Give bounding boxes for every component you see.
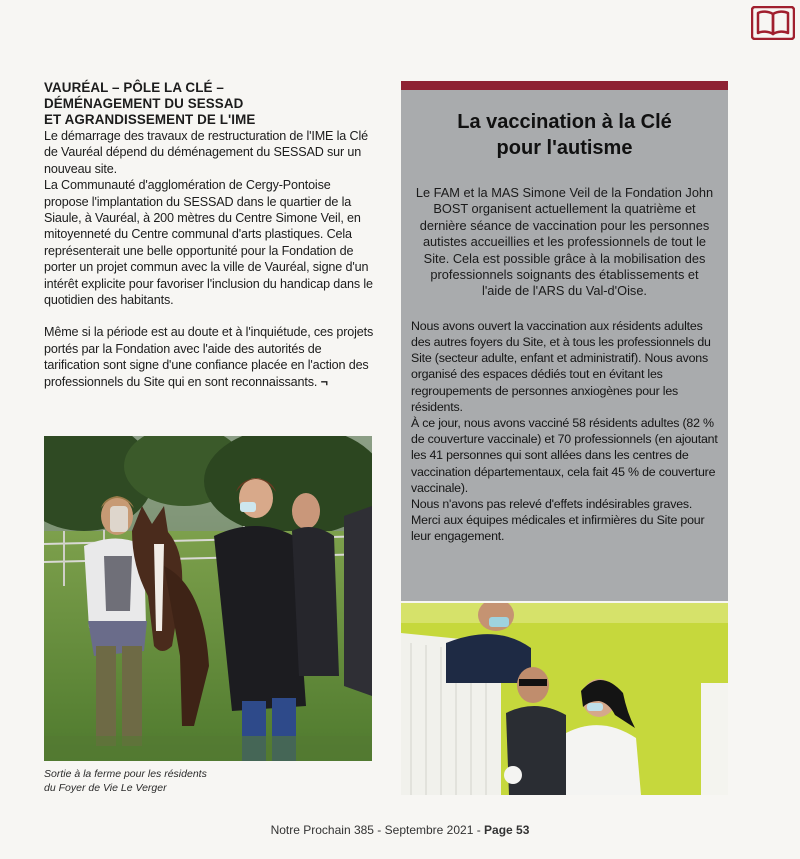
article-paragraph-text: Même si la période est au doute et à l'inquiétude, ces projets portés par la Fondation avec l'aide des autorités de tarification sont signe d'une confiance placée en l'action des professionnels du Site qui en sont reconnaissants. (44, 325, 374, 389)
page-footer (0, 823, 800, 837)
page-number: Page 53 (484, 823, 530, 837)
box-title-line: pour l'autisme (496, 137, 633, 159)
article-paragraph-last (44, 324, 374, 390)
article-title-line: ET AGRANDISSEMENT DE L'IME (44, 112, 256, 127)
farm-photo (44, 436, 372, 761)
article-body (44, 128, 374, 390)
caption-line: Sortie à la ferme pour les résidents (44, 768, 207, 780)
left-article (44, 80, 374, 390)
box-paragraph: À ce jour, nous avons vacciné 58 résidents adultes (82 % de couverture vaccinale) et 70 professionnels (en ajoutant les 41 personnes qui sont allées dans les centres de vaccination départementaux, cela fait 45 % de couverture vaccinale). (411, 416, 718, 495)
box-paragraph: Nous avons ouvert la vaccination aux résidents adultes des autres foyers du Site, et à tous les professionnels du Site (secteur adulte, enfant et administratif). Nous avons organisé des espaces dédiés tout en évitant les regroupements de personnes anxiogènes pour les résidents. (411, 318, 711, 414)
book-icon (751, 6, 795, 40)
photo-caption (44, 767, 374, 795)
vaccination-photo-illustration (401, 603, 728, 795)
box-paragraph: Nous n'avons pas relevé d'effets indésirables graves. Merci aux équipes médicales et infirmières du Site pour leur engagement. (411, 497, 705, 544)
article-paragraph: Le démarrage des travaux de restructuration de l'IME la Clé de Vauréal dépend du déménagement du SESSAD sur un nouveau site. (44, 129, 368, 176)
end-mark: ¬ (320, 374, 328, 389)
box-title-line: La vaccination à la Clé (457, 111, 672, 133)
article-title-line: VAURÉAL – PÔLE LA CLÉ – (44, 80, 224, 95)
vaccination-box (401, 81, 728, 601)
box-title (401, 109, 728, 161)
box-intro: Le FAM et la MAS Simone Veil de la Fondation John BOST organisent actuellement la quatrième et dernière séance de vaccination pour les personnes autistes accueillies et les professionnels de tout le Site. Cela est possible grâce à la mobilisation des professionnels soignants des établissements et l'aide de l'ARS du Val-d'Oise. (415, 185, 714, 299)
vaccination-photo (401, 603, 728, 795)
footer-text: Notre Prochain 385 - Septembre 2021 - (270, 823, 485, 837)
box-body (411, 318, 718, 545)
article-paragraph: La Communauté d'agglomération de Cergy-Pontoise propose l'implantation du SESSAD dans le quartier de la Siaule, à Vauréal, à 200 mètres du Centre Simone Veil, en mitoyenneté du Centre communal d'arts plastiques. Cela représenterait une belle opportunité pour la Fondation de porter un projet commun avec la ville de Vauréal, signe d'un intérêt explicite pour favoriser l'inclusion du handicap dans le quotidien des habitants. (44, 178, 373, 308)
box-accent-bar (401, 81, 728, 90)
article-title-line: DÉMÉNAGEMENT DU SESSAD (44, 96, 244, 111)
farm-photo-illustration (44, 436, 372, 761)
caption-line: du Foyer de Vie Le Verger (44, 782, 167, 794)
article-title (44, 80, 374, 128)
